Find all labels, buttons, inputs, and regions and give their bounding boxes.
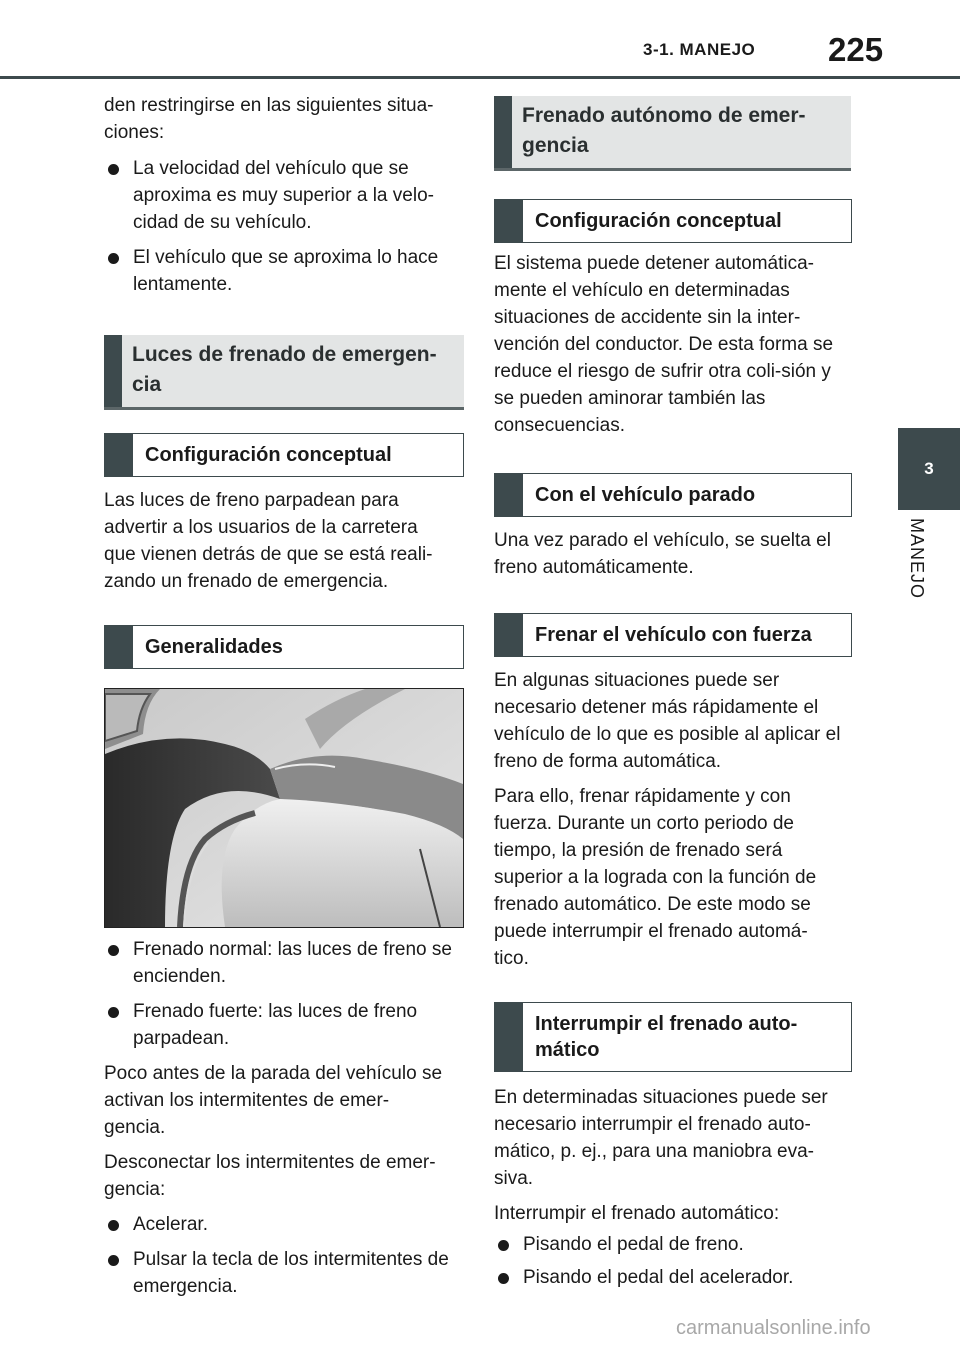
subheading-concept-left [104, 433, 464, 477]
subheading-text: Frenar el vehículo con fuerza [535, 624, 812, 646]
list-item: Pisando el pedal del acelerador. [494, 1264, 843, 1291]
right-column [494, 96, 854, 1291]
subheading-text: Interrumpir el frenado auto-mático [535, 1013, 798, 1061]
subheading-brake-hard [494, 613, 852, 657]
subheading-general [104, 625, 464, 669]
page-number: 225 [828, 31, 884, 68]
list-item: Pulsar la tecla de los intermitentes de emergencia. [104, 1246, 453, 1300]
right-paragraph-1: El sistema puede detener automática-mente el vehículo en determinadas situaciones de accidente sin la inter-vención del conductor. De esta forma se reduce el riesgo de sufrir otra coli-sión y se pueden aminorar también las consecuencias. [494, 253, 834, 436]
section-heading-text: Frenado autónomo de emer-gencia [522, 104, 806, 157]
left-paragraph-3: Desconectar los intermitentes de emer-gencia: [104, 1152, 436, 1200]
chapter-label: MANEJO [907, 518, 927, 600]
left-paragraph-1: Las luces de freno parpadean para advertir a los usuarios de la carretera que vienen detrás de que se está reali-zando un frenado de emergencia. [104, 490, 433, 592]
right-paragraph-6: Interrumpir el frenado automático: [494, 1203, 780, 1224]
car-rear-illustration [105, 689, 463, 927]
list-item: Frenado fuerte: las luces de freno parpadean. [104, 998, 453, 1052]
subheading-concept-right [494, 199, 852, 243]
brake-light-figure [104, 688, 464, 928]
right-paragraph-3: En algunas situaciones puede ser necesario detener más rápidamente el vehículo de lo que es posible al aplicar el freno de forma automática. [494, 670, 841, 772]
left-intro: den restringirse en las siguientes situa-ciones: [104, 95, 434, 143]
header-rule [0, 76, 960, 79]
list-item: El vehículo que se aproxima lo hace lentamente. [104, 244, 463, 298]
subheading-stopped-vehicle [494, 473, 852, 517]
section-heading-text: Luces de frenado de emergen-cia [132, 343, 437, 396]
left-paragraph-2: Poco antes de la parada del vehículo se activan los intermitentes de emer-gencia. [104, 1063, 443, 1138]
subheading-interrupt-braking [494, 1002, 852, 1072]
right-paragraph-4: Para ello, frenar rápidamente y con fuerza. Durante un corto periodo de tiempo, la presión de frenado será superior a la lograda con la función de frenado automático. De este modo se puede interrumpir el frenado automá-tico. [494, 786, 817, 969]
subheading-text: Con el vehículo parado [535, 484, 756, 506]
right-paragraph-5: En determinadas situaciones puede ser necesario interrumpir el frenado auto-mático, p. ej., para una maniobra eva-siva. [494, 1087, 828, 1189]
watermark: carmanualsonline.info [676, 1317, 871, 1339]
left-column [104, 92, 464, 1300]
right-paragraph-2: Una vez parado el vehículo, se suelta el freno automáticamente. [494, 530, 831, 578]
header-section-title: 3-1. MANEJO [643, 40, 756, 59]
subheading-text: Configuración conceptual [535, 210, 782, 232]
section-heading-autonomous-braking [494, 96, 851, 171]
chapter-number: 3 [924, 459, 934, 478]
chapter-tab[interactable] [898, 428, 960, 510]
subheading-text: Configuración conceptual [145, 444, 392, 466]
list-item: Acelerar. [104, 1211, 453, 1238]
section-heading-emergency-brake-lights [104, 335, 464, 410]
subheading-text: Generalidades [145, 636, 283, 658]
list-item: Pisando el pedal de freno. [494, 1231, 843, 1258]
list-item: Frenado normal: las luces de freno se encienden. [104, 936, 453, 990]
list-item: La velocidad del vehículo que se aproxima es muy superior a la velo-cidad de su vehículo. [104, 155, 458, 236]
